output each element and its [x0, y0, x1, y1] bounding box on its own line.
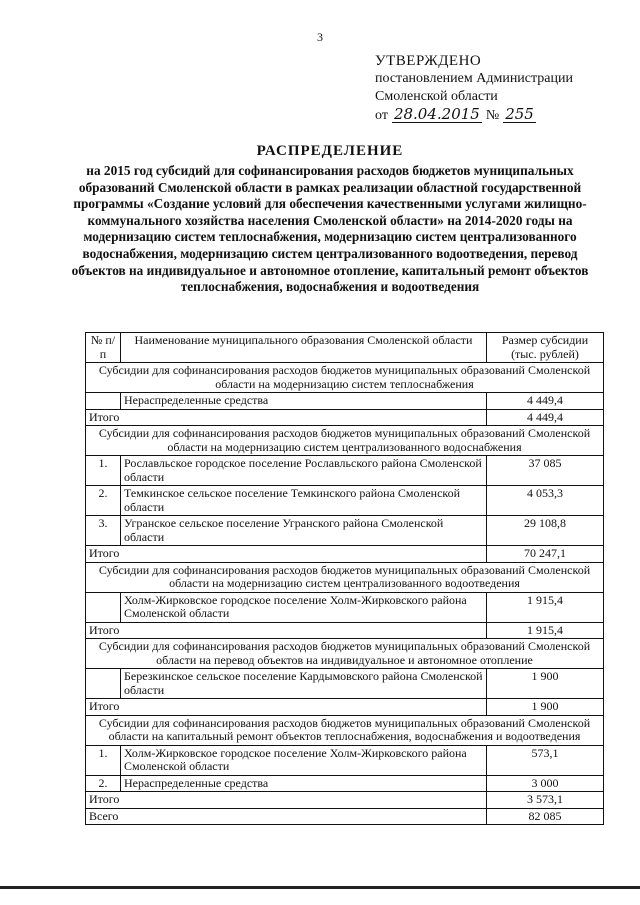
total-label: Итого — [86, 546, 487, 563]
row-num: 1. — [86, 745, 121, 775]
section-title-row — [86, 715, 604, 745]
row-amount: 573,1 — [487, 745, 604, 775]
row-amount: 4 053,3 — [487, 486, 604, 516]
approval-heading: УТВЕРЖДЕНО — [375, 53, 482, 69]
table-header-row — [86, 333, 604, 363]
table-row — [86, 669, 604, 699]
approval-line-2: Смоленской области — [375, 89, 498, 104]
total-label: Итого — [86, 622, 487, 639]
total-amount: 1 900 — [487, 699, 604, 716]
scan-edge-divider — [0, 886, 640, 889]
total-row — [86, 699, 604, 716]
page-number: 3 — [317, 30, 323, 44]
header-num: № п/п — [86, 333, 121, 363]
total-label: Итого — [86, 792, 487, 809]
row-name: Темкинское сельское поселение Темкинского района Смоленской области — [121, 486, 487, 516]
section-title-row — [86, 562, 604, 592]
approval-date: 28.04.2015 — [393, 105, 480, 123]
header-name: Наименование муниципального образования Смоленской области — [121, 333, 487, 363]
total-row — [86, 792, 604, 809]
row-amount: 29 108,8 — [487, 516, 604, 546]
grand-total-label: Всего — [86, 808, 487, 825]
section-title-row — [86, 639, 604, 669]
total-amount: 4 449,4 — [487, 409, 604, 426]
approval-block — [375, 52, 573, 125]
document-subtitle: на 2015 год субсидий для софинансирования расходов бюджетов муниципальных образований Смоленской области в рамках реализации областной государственной программы «Создание условий для обеспечения качественными услугами жилищно-коммунального хозяйства населения Смоленской области» на 2014-2020 годы на модернизацию систем теплоснабжения, модернизацию систем централизованного водоснабжения, модернизацию систем централизованного водоотведения, перевод объектов на индивидуальное и автономное отопление, капитальный ремонт объектов теплоснабжения, водоснабжения и водоотведения — [71, 163, 589, 295]
table-row — [86, 592, 604, 622]
total-row — [86, 546, 604, 563]
row-name: Березкинское сельское поселение Кардымовского района Смоленской области — [121, 669, 487, 699]
row-amount: 4 449,4 — [487, 393, 604, 410]
grand-total-row — [86, 808, 604, 825]
table-row — [86, 516, 604, 546]
table-row — [86, 486, 604, 516]
section-title: Субсидии для софинансирования расходов бюджетов муниципальных образований Смоленской области на капитальный ремонт объектов теплоснабжения, водоснабжения и водоотведения — [86, 715, 604, 745]
total-label: Итого — [86, 699, 487, 716]
approval-line-1: постановлением Администрации — [375, 71, 573, 86]
total-row — [86, 622, 604, 639]
total-row — [86, 409, 604, 426]
total-label: Итого — [86, 409, 487, 426]
header-amount: Размер субсидии (тыс. рублей) — [487, 333, 604, 363]
table-row — [86, 775, 604, 792]
row-num: 2. — [86, 775, 121, 792]
row-name: Холм-Жирковское городское поселение Холм-Жирковского района Смоленской области — [121, 592, 487, 622]
approval-from-label: от — [375, 108, 388, 123]
section-title: Субсидии для софинансирования расходов бюджетов муниципальных образований Смоленской области на модернизацию систем централизованного водоотведения — [86, 562, 604, 592]
row-name: Нераспределенные средства — [121, 775, 487, 792]
row-amount: 1 915,4 — [487, 592, 604, 622]
document-title: РАСПРЕДЕЛЕНИЕ — [256, 143, 404, 159]
table-row — [86, 456, 604, 486]
row-num: 3. — [86, 516, 121, 546]
row-name: Рославльское городское поселение Рославльского района Смоленской области — [121, 456, 487, 486]
total-amount: 70 247,1 — [487, 546, 604, 563]
row-num: 1. — [86, 456, 121, 486]
approval-number: 255 — [505, 105, 534, 123]
approval-number-label: № — [485, 108, 500, 123]
row-name: Нераспределенные средства — [121, 393, 487, 410]
row-amount: 1 900 — [487, 669, 604, 699]
section-title: Субсидии для софинансирования расходов бюджетов муниципальных образований Смоленской области на модернизацию систем централизованного водоснабжения — [86, 426, 604, 456]
row-amount: 37 085 — [487, 456, 604, 486]
row-amount: 3 000 — [487, 775, 604, 792]
section-title-row — [86, 426, 604, 456]
row-num — [86, 592, 121, 622]
total-amount: 3 573,1 — [487, 792, 604, 809]
table-row — [86, 393, 604, 410]
approval-date-line — [375, 106, 573, 125]
row-num — [86, 669, 121, 699]
distribution-table — [85, 332, 604, 825]
row-name: Холм-Жирковское городское поселение Холм-Жирковского района Смоленской области — [121, 745, 487, 775]
row-num: 2. — [86, 486, 121, 516]
table-row — [86, 745, 604, 775]
section-title: Субсидии для софинансирования расходов бюджетов муниципальных образований Смоленской области на модернизацию систем теплоснабжения — [86, 363, 604, 393]
grand-total-amount: 82 085 — [487, 808, 604, 825]
row-num — [86, 393, 121, 410]
section-title: Субсидии для софинансирования расходов бюджетов муниципальных образований Смоленской области на перевод объектов на индивидуальное и автономное отопление — [86, 639, 604, 669]
section-title-row — [86, 363, 604, 393]
row-name: Угранское сельское поселение Угранского района Смоленской области — [121, 516, 487, 546]
total-amount: 1 915,4 — [487, 622, 604, 639]
